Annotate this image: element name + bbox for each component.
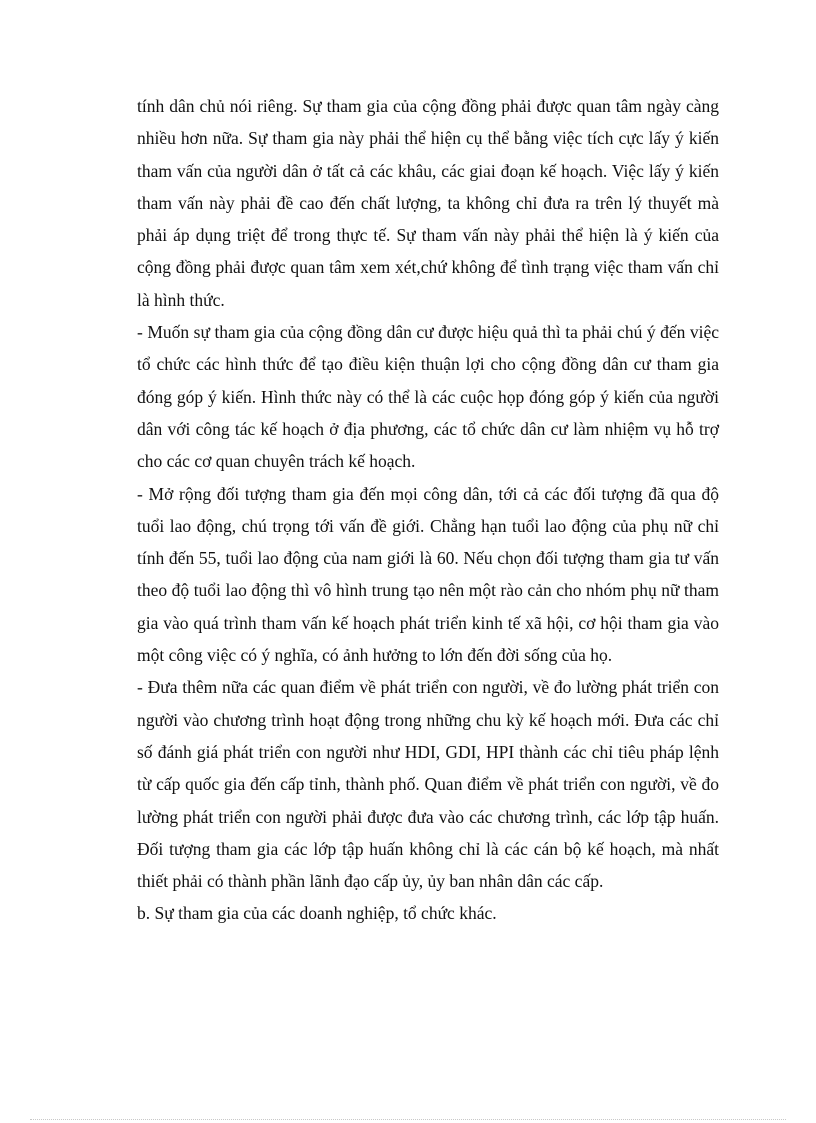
paragraph-3: - Mở rộng đối tượng tham gia đến mọi công dân, tới cả các đối tượng đã qua độ tuổi lao động, chú trọng tới vấn đề giới. Chẳng hạn tuổi lao động của phụ nữ chỉ tính đến 55, tuổi lao động của nam giới là 60. Nếu chọn đối tượng tham gia tư vấn theo độ tuổi lao động thì vô hình trung tạo nên một rào cản cho nhóm phụ nữ tham gia vào quá trình tham vấn kế hoạch phát triển kinh tế xã hội, cơ hội tham gia vào một công việc có ý nghĩa, có ảnh hưởng to lớn đến đời sống của họ. (137, 483, 719, 666)
section-heading-b: b. Sự tham gia của các doanh nghiệp, tổ chức khác. (137, 903, 497, 924)
paragraph-1: tính dân chủ nói riêng. Sự tham gia của cộng đồng phải được quan tâm ngày càng nhiều hơn nữa. Sự tham gia này phải thể hiện cụ thể bằng việc tích cực lấy ý kiến tham vấn của người dân ở tất cả các khâu, các giai đoạn kế hoạch. Việc lấy ý kiến tham vấn này phải đề cao đến chất lượng, ta không chỉ đưa ra trên lý thuyết mà phải áp dụng triệt để trong thực tế. Sự tham vấn này phải thể hiện là ý kiến của cộng đồng phải được quan tâm xem xét,chứ không để tình trạng việc tham vấn chỉ là hình thức. (137, 96, 719, 310)
document-body (137, 90, 719, 930)
page-bottom-divider (30, 1119, 786, 1120)
paragraph-2: - Muốn sự tham gia của cộng đồng dân cư được hiệu quả thì ta phải chú ý đến việc tổ chức các hình thức để tạo điều kiện thuận lợi cho cộng đồng dân cư tham gia đóng góp ý kiến. Hình thức này có thể là các cuộc họp đóng góp ý kiến của người dân với công tác kế hoạch ở địa phương, các tổ chức dân cư làm nhiệm vụ hỗ trợ cho các cơ quan chuyên trách kế hoạch. (137, 322, 719, 472)
paragraph-4: - Đưa thêm nữa các quan điểm về phát triển con người, về đo lường phát triển con người vào chương trình hoạt động trong những chu kỳ kế hoạch mới. Đưa các chỉ số đánh giá phát triển con người như HDI, GDI, HPI thành các chỉ tiêu pháp lệnh từ cấp quốc gia đến cấp tỉnh, thành phố. Quan điểm về phát triển con người, về đo lường phát triển con người phải được đưa vào các chương trình, các lớp tập huấn. Đối tượng tham gia các lớp tập huấn không chỉ là các cán bộ kế hoạch, mà nhất thiết phải có thành phần lãnh đạo cấp ủy, ủy ban nhân dân các cấp. (137, 677, 719, 892)
